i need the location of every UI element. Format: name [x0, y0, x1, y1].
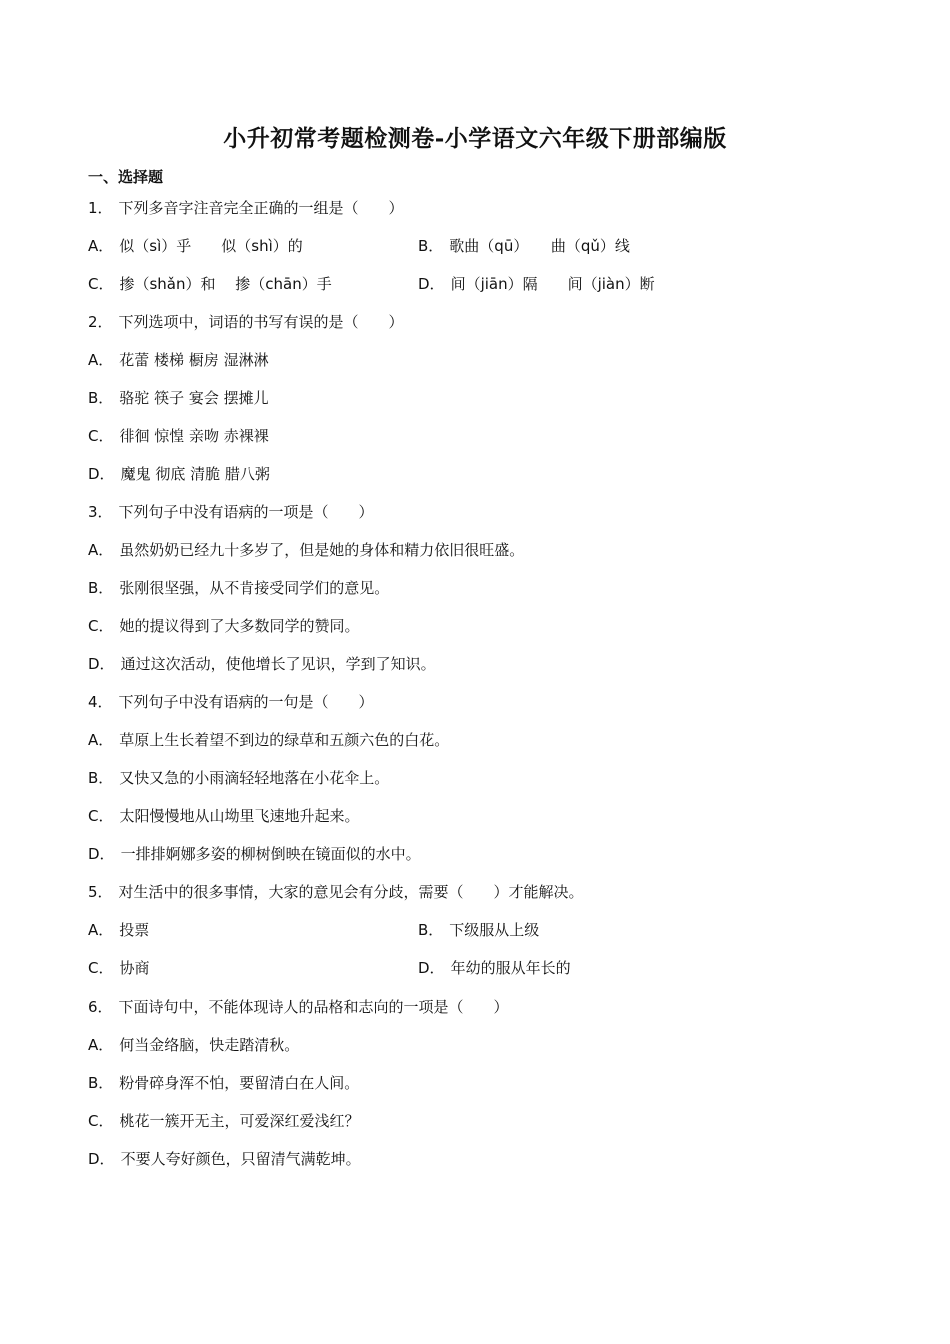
- option-label: B．: [418, 237, 444, 255]
- option-label: C．: [88, 427, 114, 445]
- option-text: 下级服从上级: [449, 921, 540, 939]
- option-label: C．: [88, 617, 114, 635]
- option-text: 协商: [119, 959, 150, 977]
- option-label: A．: [88, 351, 114, 369]
- option-label: D．: [418, 275, 445, 293]
- question-text: 下列句子中没有语病的一句是（ ）: [118, 693, 374, 711]
- question-2-option-d: [88, 463, 270, 485]
- question-4-option-a: [88, 729, 449, 751]
- option-label: D．: [88, 655, 115, 673]
- option-text: 她的提议得到了大多数同学的赞同。: [119, 617, 360, 635]
- option-text: 歌曲（qū） 曲（qǔ）线: [449, 237, 630, 255]
- question-2-option-c: [88, 425, 269, 447]
- option-label: A．: [88, 731, 114, 749]
- option-text: 花蕾 楼梯 橱房 湿淋淋: [119, 351, 269, 369]
- question-1-option-d: [418, 273, 655, 295]
- question-text: 下列句子中没有语病的一项是（ ）: [118, 503, 374, 521]
- option-text: 不要人夸好颜色，只留清气满乾坤。: [120, 1150, 361, 1168]
- question-number: 3．: [88, 503, 113, 521]
- option-label: D．: [418, 959, 445, 977]
- option-text: 太阳慢慢地从山坳里飞速地升起来。: [119, 807, 360, 825]
- question-number: 2．: [88, 313, 113, 331]
- option-text: 粉骨碎身浑不怕，要留清白在人间。: [119, 1074, 360, 1092]
- question-number: 6．: [88, 998, 113, 1016]
- option-label: C．: [88, 959, 114, 977]
- option-text: 年幼的服从年长的: [450, 959, 571, 977]
- option-label: D．: [88, 1150, 115, 1168]
- option-label: A．: [88, 237, 114, 255]
- question-3-option-a: [88, 539, 524, 561]
- question-2-option-a: [88, 349, 269, 371]
- option-text: 掺（shǎn）和 掺（chān）手: [119, 275, 332, 293]
- question-6-option-c: [88, 1110, 360, 1132]
- option-label: A．: [88, 1036, 114, 1054]
- question-text: 下列选项中，词语的书写有误的是（ ）: [118, 313, 404, 331]
- question-1: [88, 197, 404, 219]
- option-label: A．: [88, 541, 114, 559]
- question-6-option-b: [88, 1072, 359, 1094]
- option-text: 魔鬼 彻底 清脆 腊八粥: [120, 465, 270, 483]
- option-label: D．: [88, 845, 115, 863]
- question-3-option-c: [88, 615, 360, 637]
- option-text: 似（sì）乎 似（shì）的: [119, 237, 303, 255]
- question-4-option-d: [88, 843, 421, 865]
- question-1-option-b: [418, 235, 630, 257]
- question-text: 对生活中的很多事情，大家的意见会有分歧，需要（ ）才能解决。: [118, 883, 584, 901]
- section-heading: 一、选择题: [88, 168, 164, 186]
- option-label: B．: [418, 921, 444, 939]
- question-4-option-c: [88, 805, 360, 827]
- option-text: 张刚很坚强，从不肯接受同学们的意见。: [119, 579, 390, 597]
- question-4: [88, 691, 374, 713]
- option-text: 又快又急的小雨滴轻轻地落在小花伞上。: [119, 769, 390, 787]
- option-text: 虽然奶奶已经九十多岁了，但是她的身体和精力依旧很旺盛。: [119, 541, 525, 559]
- question-3-option-b: [88, 577, 389, 599]
- option-label: C．: [88, 275, 114, 293]
- option-label: D．: [88, 465, 115, 483]
- question-1-option-a: [88, 235, 303, 257]
- option-text: 一排排婀娜多姿的柳树倒映在镜面似的水中。: [120, 845, 421, 863]
- option-label: C．: [88, 1112, 114, 1130]
- question-5-option-b: [418, 919, 539, 941]
- option-text: 投票: [119, 921, 150, 939]
- question-6-option-d: [88, 1148, 361, 1170]
- question-3-option-d: [88, 653, 436, 675]
- question-number: 1．: [88, 199, 113, 217]
- option-text: 间（jiān）隔 间（jiàn）断: [450, 275, 655, 293]
- question-5-option-a: [88, 919, 149, 941]
- question-5-option-d: [418, 957, 571, 979]
- option-text: 桃花一簇开无主，可爱深红爱浅红？: [119, 1112, 360, 1130]
- option-text: 草原上生长着望不到边的绿草和五颜六色的白花。: [119, 731, 450, 749]
- option-label: A．: [88, 921, 114, 939]
- page-title: 小升初常考题检测卷-小学语文六年级下册部编版: [223, 125, 727, 152]
- question-6-option-a: [88, 1034, 299, 1056]
- question-3: [88, 501, 374, 523]
- question-6: [88, 996, 509, 1018]
- option-text: 通过这次活动，使他增长了见识，学到了知识。: [120, 655, 436, 673]
- option-label: B．: [88, 769, 114, 787]
- question-1-option-c: [88, 273, 332, 295]
- question-2: [88, 311, 404, 333]
- option-label: C．: [88, 807, 114, 825]
- question-text: 下列多音字注音完全正确的一组是（ ）: [118, 199, 404, 217]
- option-text: 何当金络脑，快走踏清秋。: [119, 1036, 300, 1054]
- option-label: B．: [88, 389, 114, 407]
- option-text: 骆驼 筷子 宴会 摆摊儿: [119, 389, 269, 407]
- option-text: 徘徊 惊惶 亲吻 赤裸裸: [119, 427, 269, 445]
- question-number: 4．: [88, 693, 113, 711]
- option-label: B．: [88, 579, 114, 597]
- question-4-option-b: [88, 767, 389, 789]
- question-5-option-c: [88, 957, 150, 979]
- question-text: 下面诗句中，不能体现诗人的品格和志向的一项是（ ）: [118, 998, 509, 1016]
- option-label: B．: [88, 1074, 114, 1092]
- question-5: [88, 881, 584, 903]
- question-number: 5．: [88, 883, 113, 901]
- question-2-option-b: [88, 387, 269, 409]
